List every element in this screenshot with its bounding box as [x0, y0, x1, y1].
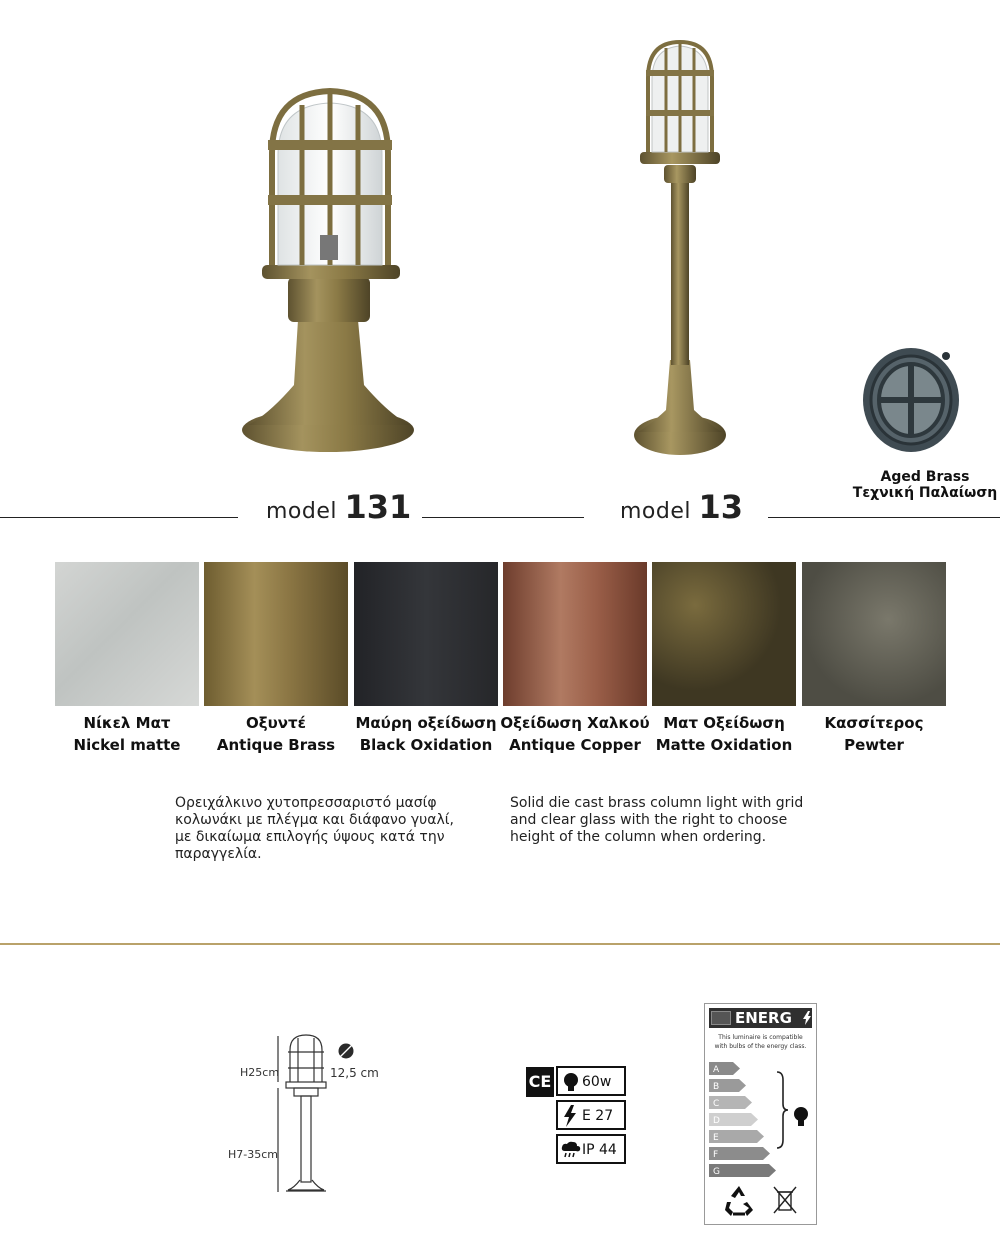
finish-label-6 [799, 712, 949, 756]
energy-class-letter-c: C [713, 1099, 720, 1109]
swatch-matte-oxidation [652, 562, 796, 706]
swatch-antique-brass [204, 562, 348, 706]
finish-2-gr: Οξυντέ [246, 714, 306, 732]
energy-class-letter-a: A [713, 1065, 720, 1075]
dimension-drawing [270, 1030, 340, 1200]
finish-3-en: Black Oxidation [359, 736, 493, 754]
lightning-icon [563, 1105, 577, 1127]
model-13-number: 13 [698, 488, 744, 526]
description-english-line: Solid die cast brass column light with grid [510, 795, 804, 811]
finish-label-5 [649, 712, 799, 756]
energy-class-letter-b: B [713, 1082, 720, 1092]
energy-class-letter-d: D [713, 1116, 720, 1126]
spec-ip-value: IP 44 [582, 1142, 617, 1158]
spec-socket-value: E 27 [582, 1108, 614, 1124]
finish-3-gr: Μαύρη οξείδωση [355, 714, 497, 732]
model-131-title [266, 488, 411, 526]
finish-4-gr: Οξείδωση Χαλκού [500, 714, 650, 732]
energy-bulb-icon [793, 1106, 809, 1128]
finish-2-en: Antique Brass [216, 736, 336, 754]
description-greek [175, 795, 475, 863]
energy-lightning-icon [803, 1011, 811, 1025]
energy-title: ENERG [735, 1009, 792, 1027]
energy-class-letter-g: G [713, 1167, 720, 1177]
description-english-line: height of the column when ordering. [510, 829, 767, 845]
energy-label [704, 1003, 817, 1225]
description-greek-line: παραγγελία. [175, 846, 262, 862]
finish-1-gr: Νίκελ Ματ [83, 714, 171, 732]
diameter-label: 12,5 cm [330, 1066, 379, 1080]
model-131-prefix: model [266, 499, 338, 524]
lamp-model-13-image [630, 40, 730, 465]
aged-brass-label-en: Aged Brass [880, 469, 970, 485]
description-greek-line: με δικαίωμα επιλογής ύψους κατά την [175, 829, 445, 845]
energy-note [707, 1033, 814, 1051]
lamp-model-131-image [240, 85, 430, 465]
finish-label-2 [201, 712, 351, 756]
swatch-pewter [802, 562, 946, 706]
header-rule-right [768, 517, 1000, 518]
swatch-black-oxidation [354, 562, 498, 706]
finish-5-en: Matte Oxidation [655, 736, 793, 754]
finish-1-en: Nickel matte [73, 736, 181, 754]
diameter-icon [337, 1042, 355, 1060]
finish-6-en: Pewter [844, 736, 904, 754]
aged-brass-label [850, 469, 1000, 501]
head-height-label: H25cm [240, 1066, 280, 1079]
model-131-number: 131 [344, 488, 412, 526]
recycle-icon [721, 1184, 757, 1218]
energy-note-line-1: This luminaire is compatible [718, 1034, 803, 1041]
description-greek-line: Ορειχάλκινο χυτοπρεσσαριστό μασίφ [175, 795, 437, 811]
spec-wattage [556, 1066, 626, 1096]
finish-6-gr: Κασσίτερος [824, 714, 924, 732]
column-height-label: H7-35cm [228, 1148, 278, 1161]
header-rule-middle [422, 517, 584, 518]
description-english-line: and clear glass with the right to choose [510, 812, 788, 828]
bulb-icon [562, 1072, 580, 1092]
spec-ip-rating [556, 1134, 626, 1164]
ce-mark: CE [526, 1067, 554, 1097]
swatch-antique-copper [503, 562, 647, 706]
eu-flag-icon [711, 1011, 731, 1025]
finish-5-gr: Ματ Οξείδωση [663, 714, 785, 732]
description-greek-line: κολωνάκι με πλέγμα και διάφανο γυαλί, [175, 812, 454, 828]
rain-cloud-icon [561, 1141, 581, 1159]
section-divider [0, 943, 1000, 945]
weee-bin-icon [773, 1186, 797, 1216]
model-13-prefix: model [620, 499, 692, 524]
spec-socket [556, 1100, 626, 1130]
energy-class-letter-f: F [713, 1150, 719, 1160]
finish-label-4 [500, 712, 650, 756]
energy-header [709, 1008, 812, 1028]
header-rule-left [0, 517, 238, 518]
description-english [510, 795, 830, 846]
energy-note-line-2: with bulbs of the energy class. [714, 1043, 807, 1050]
aged-brass-sample-image [862, 342, 960, 454]
energy-class-letter-e: E [713, 1133, 719, 1143]
finish-label-3 [351, 712, 501, 756]
swatch-nickel-matte [55, 562, 199, 706]
finish-label-1 [52, 712, 202, 756]
aged-brass-label-gr: Τεχνική Παλαίωση [852, 485, 998, 501]
model-13-title [620, 488, 743, 526]
spec-wattage-value: 60w [582, 1074, 612, 1090]
finish-4-en: Antique Copper [509, 736, 641, 754]
energy-brace [775, 1070, 789, 1150]
energy-class-bars [707, 1062, 777, 1182]
